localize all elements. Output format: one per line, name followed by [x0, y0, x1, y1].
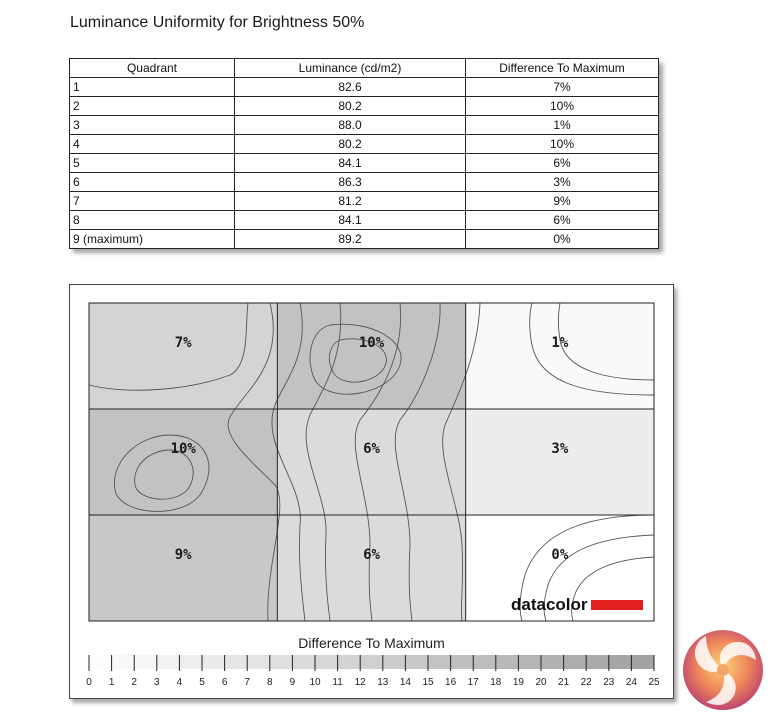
legend-tick-label: 13: [377, 677, 389, 688]
legend-swatch: [383, 655, 406, 669]
heatmap-cell-label: 9%: [174, 547, 192, 563]
brand-bar: [591, 600, 643, 610]
cell-quadrant: 7: [70, 192, 235, 211]
legend-tick-label: 16: [445, 677, 457, 688]
legend-swatch: [518, 655, 541, 669]
table-row: [70, 192, 659, 211]
legend-swatch: [428, 655, 451, 669]
table-row: [70, 97, 659, 116]
table-row: [70, 173, 659, 192]
legend-swatch: [586, 655, 609, 669]
luminance-table: [69, 58, 659, 249]
legend-tick-label: 5: [199, 677, 205, 688]
legend-tick-label: 6: [221, 677, 228, 688]
legend-swatch: [157, 655, 180, 669]
legend-tick-label: 20: [535, 677, 547, 688]
legend-tick-label: 21: [558, 677, 570, 688]
table-header-row: [70, 59, 659, 78]
legend-swatch: [451, 655, 474, 669]
legend-swatch: [338, 655, 361, 669]
legend-tick-label: 10: [309, 677, 321, 688]
cell-difference: 9%: [466, 192, 659, 211]
cell-difference: 0%: [466, 230, 659, 249]
legend-swatch: [202, 655, 225, 669]
legend-tick-label: 25: [648, 677, 660, 688]
cell-difference: 1%: [466, 116, 659, 135]
header-luminance: Luminance (cd/m2): [235, 59, 466, 78]
legend-swatch: [292, 655, 315, 669]
legend-tick-label: 24: [625, 677, 637, 688]
cell-luminance: 80.2: [235, 135, 466, 154]
legend-swatch: [405, 655, 428, 669]
cell-luminance: 86.3: [235, 173, 466, 192]
legend-tick-label: 3: [154, 677, 160, 688]
heatmap-cell-label: 7%: [174, 335, 192, 351]
cell-quadrant: 5: [70, 154, 235, 173]
legend-tick-label: 12: [354, 677, 366, 688]
table-row: [70, 78, 659, 97]
legend-tick-label: 15: [422, 677, 434, 688]
brand-wordmark: datacolor: [511, 595, 588, 614]
legend-tick-label: 0: [86, 677, 92, 688]
heatmap-cell-label: 10%: [170, 441, 196, 457]
cell-luminance: 81.2: [235, 192, 466, 211]
cell-quadrant: 6: [70, 173, 235, 192]
table-row: [70, 154, 659, 173]
heatmap-cell-label: 3%: [551, 441, 569, 457]
legend-swatch: [541, 655, 564, 669]
cell-quadrant: 3: [70, 116, 235, 135]
legend-swatch: [225, 655, 248, 669]
luminance-table-container: [69, 58, 659, 248]
heatmap-cell-label: 6%: [363, 441, 380, 457]
cell-luminance: 84.1: [235, 211, 466, 230]
table-row: [70, 116, 659, 135]
legend-swatch: [631, 655, 654, 669]
cell-luminance: 84.1: [235, 154, 466, 173]
table-row: [70, 211, 659, 230]
legend-tick-label: 22: [580, 677, 592, 688]
legend-tick-label: 18: [490, 677, 502, 688]
legend-swatch: [112, 655, 135, 669]
legend-tick-label: 23: [603, 677, 615, 688]
header-quadrant: Quadrant: [70, 59, 235, 78]
cell-quadrant: 1: [70, 78, 235, 97]
legend-tick-label: 14: [399, 677, 411, 688]
cell-difference: 6%: [466, 154, 659, 173]
heatmap-cell-label: 0%: [551, 547, 569, 563]
heatmap-cell: [277, 409, 465, 515]
heatmap-cell: [466, 303, 654, 409]
legend-title: Difference To Maximum: [298, 635, 445, 651]
heatmap-cell-label: 10%: [358, 335, 385, 351]
cell-difference: 3%: [466, 173, 659, 192]
legend-tick-label: 7: [244, 677, 250, 688]
legend-swatch: [89, 655, 112, 669]
legend-tick-label: 8: [267, 677, 273, 688]
cell-luminance: 89.2: [235, 230, 466, 249]
heatmap-cell: [277, 515, 465, 621]
legend-swatch: [315, 655, 338, 669]
legend-swatch: [473, 655, 496, 669]
legend-tick-label: 2: [131, 677, 137, 688]
legend-swatch: [360, 655, 383, 669]
cell-luminance: 88.0: [235, 116, 466, 135]
legend-swatch: [134, 655, 157, 669]
legend-swatch: [564, 655, 587, 669]
legend-tick-label: 9: [289, 677, 296, 688]
legend-tick-label: 4: [176, 677, 183, 688]
cell-difference: 10%: [466, 97, 659, 116]
legend-tick-label: 11: [332, 677, 343, 688]
heatmap-cell: [89, 515, 277, 621]
table-row: [70, 135, 659, 154]
site-logo-icon: [678, 620, 768, 718]
cell-difference: 6%: [466, 211, 659, 230]
cell-quadrant: 8: [70, 211, 235, 230]
cell-difference: 10%: [466, 135, 659, 154]
legend-swatch: [247, 655, 270, 669]
cell-luminance: 80.2: [235, 97, 466, 116]
legend-swatch: [270, 655, 293, 669]
cell-quadrant: 2: [70, 97, 235, 116]
legend-tick-label: 19: [512, 677, 524, 688]
legend-tick-label: 1: [108, 677, 115, 688]
cell-luminance: 82.6: [235, 78, 466, 97]
heatmap-cell: [277, 303, 465, 409]
cell-difference: 7%: [466, 78, 659, 97]
cell-quadrant: 4: [70, 135, 235, 154]
heatmap-cell-label: 6%: [363, 547, 380, 563]
page-title: Luminance Uniformity for Brightness 50%: [70, 14, 365, 31]
table-row: [70, 230, 659, 249]
cell-quadrant: 9 (maximum): [70, 230, 235, 249]
heatmap-cell: [89, 303, 277, 409]
legend-swatch: [179, 655, 202, 669]
heatmap-cell-label: 1%: [551, 335, 569, 351]
uniformity-chart-panel: [69, 284, 674, 699]
heatmap-cell: [466, 409, 654, 515]
header-difference: Difference To Maximum: [466, 59, 659, 78]
heatmap-cell: [89, 409, 277, 515]
legend-swatch: [609, 655, 632, 669]
legend-tick-label: 17: [467, 677, 479, 688]
legend-swatch: [496, 655, 519, 669]
